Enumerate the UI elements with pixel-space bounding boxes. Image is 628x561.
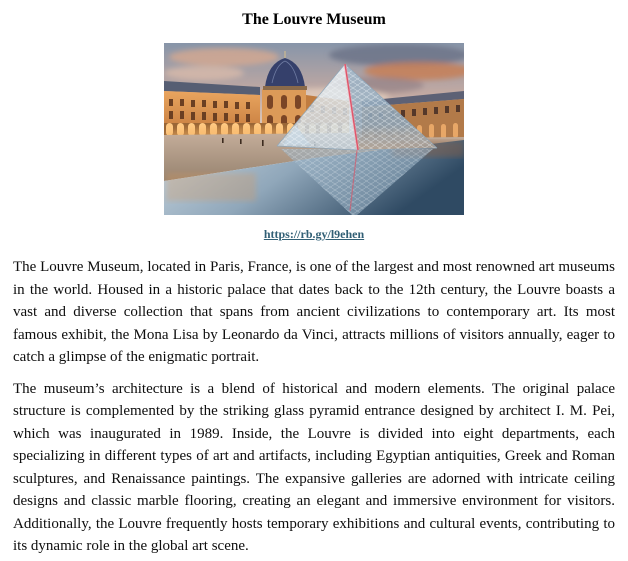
image-source-link[interactable]: https://rb.gy/l9ehen	[263, 227, 365, 241]
paragraph-1: The Louvre Museum, located in Paris, France, is one of the largest and most renowned art museums in the world. Housed in a historic palace that dates back to the 12th century, the Louvre boasts a vast and diverse collection that spans from ancient civilizations to contemporary art. Its most famous exhibit, the Mona Lisa by Leonardo da Vinci, attracts millions of visitors annually, eager to catch a glimpse of the enigmatic portrait.	[13, 259, 615, 365]
paragraph-2: The museum’s architecture is a blend of historical and modern elements. The original palace structure is complemented by the striking glass pyramid entrance designed by architect I. M. Pei, which was inaugurated in 1989. Inside, the Louvre is divided into eight departments, each specializing in different types of art and artifacts, including Egyptian antiquities, Greek and Roman sculptures, and Renaissance paintings. The expansive galleries are adorned with intricate ceiling designs and classic marble flooring, creating an elegant and immersive environment for visitors. Additionally, the Louvre frequently hosts temporary exhibitions and cultural events, contributing to its dynamic role in the global art scene.	[13, 380, 615, 554]
louvre-photo-illustration	[164, 43, 464, 215]
document-title: The Louvre Museum	[242, 11, 386, 28]
louvre-photo-figure	[164, 43, 464, 215]
image-caption	[13, 225, 615, 243]
